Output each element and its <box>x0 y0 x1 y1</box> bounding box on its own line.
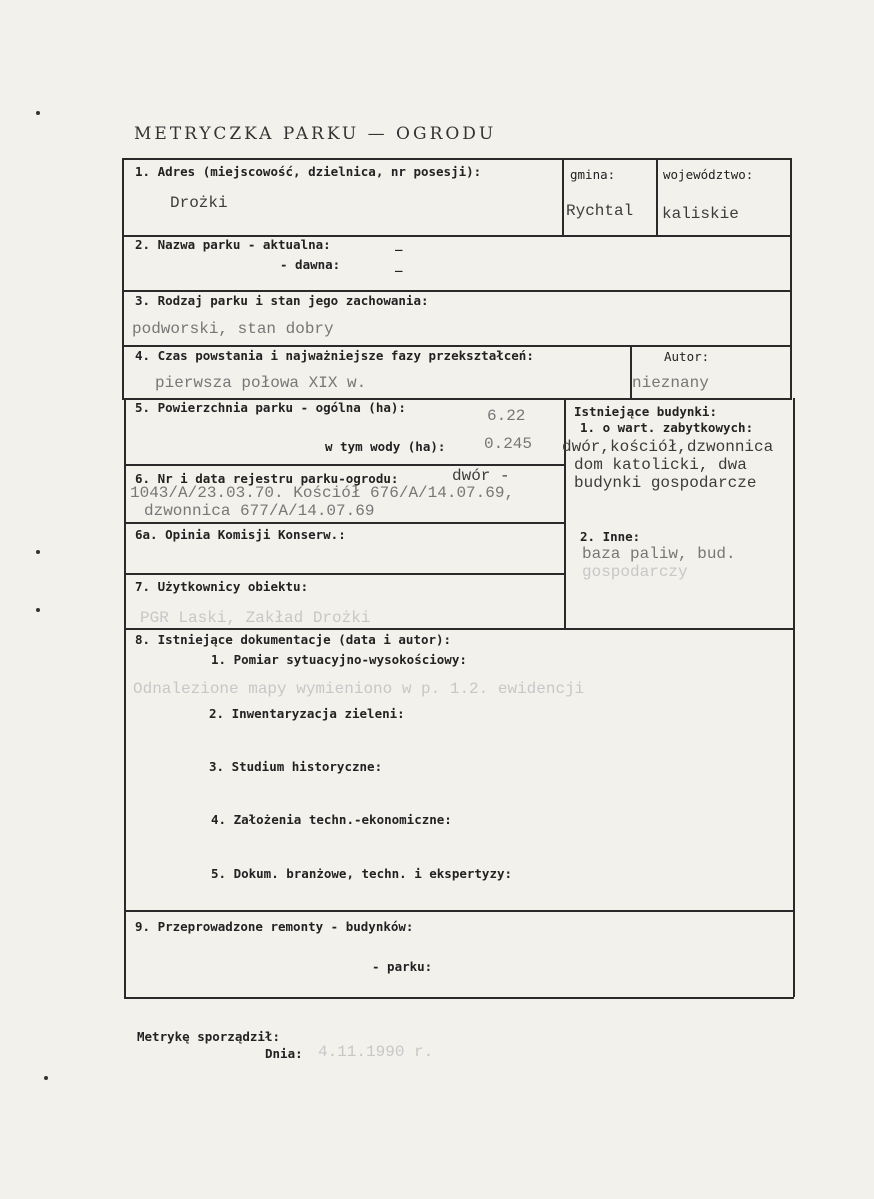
buildings-historic-line: budynki gospodarcze <box>574 474 757 492</box>
buildings-historic-label: 1. o wart. zabytkowych: <box>580 420 754 435</box>
documentation-item-5: 5. Dokum. branżowe, techn. i ekspertyzy: <box>211 866 513 881</box>
buildings-historic-line: dwór,kościół,dzwonnica <box>562 438 774 456</box>
wojewodztwo-label: województwo: <box>663 167 754 182</box>
park-name-former-label: - dawna: <box>280 257 341 272</box>
address-value: Drożki <box>170 194 228 212</box>
margin-mark <box>44 1076 48 1080</box>
register-label: 6. Nr i data rejestru parku-ogrodu: <box>135 471 399 486</box>
buildings-label: Istniejące budynki: <box>574 404 717 419</box>
park-name-current-value: _ <box>395 236 403 251</box>
gmina-value: Rychtal <box>566 202 634 220</box>
origin-time-label: 4. Czas powstania i najważniejsze fazy przekształceń: <box>135 348 534 363</box>
park-name-former-value: _ <box>395 257 403 272</box>
origin-time-value: pierwsza połowa XIX w. <box>155 374 367 392</box>
prepared-by-label: Metrykę sporządził: <box>137 1029 280 1044</box>
page-title: METRYCZKA PARKU — OGRODU <box>134 124 497 144</box>
park-name-label: 2. Nazwa parku - aktualna: <box>135 237 331 252</box>
area-label: 5. Powierzchnia parku - ogólna (ha): <box>135 400 406 415</box>
buildings-other-line: baza paliw, bud. <box>582 545 736 563</box>
margin-mark <box>36 111 40 115</box>
documentation-label: 8. Istniejące dokumentacje (data i autor): <box>135 632 452 647</box>
register-value-line: dwór - <box>452 467 510 485</box>
buildings-other-label: 2. Inne: <box>580 529 641 544</box>
buildings-other-line: gospodarczy <box>582 563 688 581</box>
renovations-park-label: - parku: <box>372 959 433 974</box>
water-area-label: w tym wody (ha): <box>325 439 446 454</box>
author-label: Autor: <box>664 349 710 364</box>
documentation-item-4: 4. Założenia techn.-ekonomiczne: <box>211 812 452 827</box>
documentation-item-3: 3. Studium historyczne: <box>209 759 383 774</box>
wojewodztwo-value: kaliskie <box>662 205 739 223</box>
renovations-label: 9. Przeprowadzone remonty - budynków: <box>135 919 414 934</box>
address-label: 1. Adres (miejscowość, dzielnica, nr posesji): <box>135 164 482 179</box>
register-value-line: 1043/A/23.03.70. Kościół 676/A/14.07.69, <box>130 484 515 502</box>
documentation-item-2: 2. Inwentaryzacja zieleni: <box>209 706 405 721</box>
date-label: Dnia: <box>265 1046 303 1061</box>
gmina-label: gmina: <box>570 167 616 182</box>
buildings-historic-line: dom katolicki, dwa <box>574 456 747 474</box>
documentation-item-1: 1. Pomiar sytuacyjno-wysokościowy: <box>211 652 467 667</box>
margin-mark <box>36 550 40 554</box>
register-value-line: dzwonnica 677/A/14.07.69 <box>144 502 375 520</box>
park-type-label: 3. Rodzaj parku i stan jego zachowania: <box>135 293 429 308</box>
users-label: 7. Użytkownicy obiektu: <box>135 579 309 594</box>
margin-mark <box>36 608 40 612</box>
park-type-value: podworski, stan dobry <box>132 320 334 338</box>
area-value: 6.22 <box>487 407 526 425</box>
date-value: 4.11.1990 r. <box>318 1043 434 1061</box>
water-area-value: 0.245 <box>484 435 533 453</box>
conservation-opinion-label: 6a. Opinia Komisji Konserw.: <box>135 527 346 542</box>
documentation-item-1-value: Odnalezione mapy wymieniono w p. 1.2. ewidencji <box>133 680 585 698</box>
author-value: nieznany <box>632 374 709 392</box>
users-value: PGR Laski, Zakład Drożki <box>140 609 371 627</box>
